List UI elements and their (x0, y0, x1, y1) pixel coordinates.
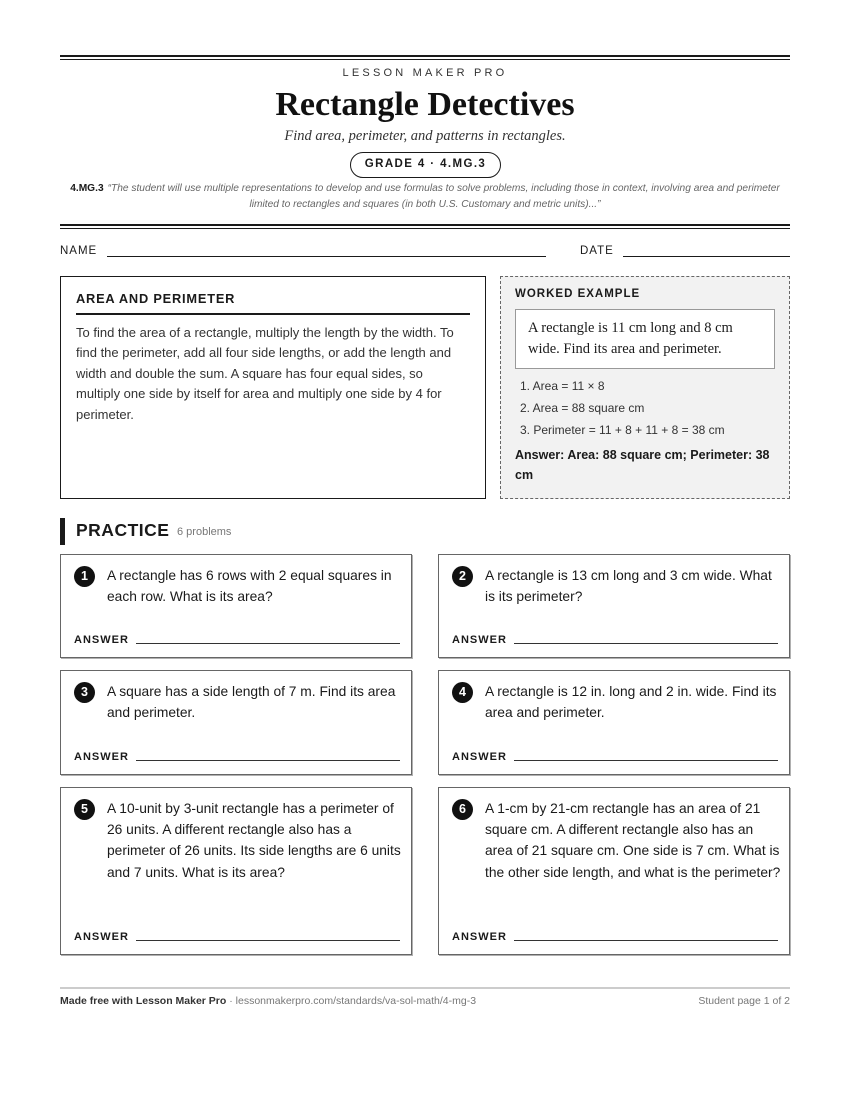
footer-made-with: Made free with Lesson Maker Pro (60, 995, 227, 1007)
worked-example-title: WORKED EXAMPLE (515, 288, 641, 300)
footer-url: · lessonmakerpro.com/standards/va-sol-math/4-mg-3 (226, 995, 477, 1007)
worked-example-problem: A rectangle is 11 cm long and 8 cm wide. Find its area and perimeter. (515, 309, 775, 369)
worksheet-title: Rectangle Detectives (275, 86, 575, 123)
date-line[interactable] (623, 256, 790, 257)
practice-accent-bar (60, 518, 65, 545)
worked-example-step: 1. Area = 11 × 8 (520, 379, 605, 393)
answer-line[interactable] (136, 940, 400, 941)
problem-number-badge: 5 (74, 799, 95, 820)
problem-text: A rectangle has 6 rows with 2 equal squares in each row. What is its area? (107, 568, 392, 605)
practice-problem-5 (60, 787, 412, 955)
problem-number-badge: 1 (74, 566, 95, 587)
worked-example-answer: Answer: Area: 88 square cm; Perimeter: 38 cm (515, 448, 770, 482)
problem-number-badge: 6 (452, 799, 473, 820)
footer-credit (60, 995, 476, 1007)
standard-code: 4.MG.3 (70, 183, 104, 194)
concept-body: To find the area of a rectangle, multiply the length by the width. To find the perimeter, add all four side lengths, or add the length and width and double the sum. A square has four equal sides, so multiply one side by itself for area and multiply one side by 4 for perimeter. (76, 325, 454, 422)
concept-title: AREA AND PERIMETER (76, 291, 470, 315)
standard-description (60, 181, 790, 213)
problem-text: A square has a side length of 7 m. Find its area and perimeter. (107, 684, 396, 721)
answer-label: ANSWER (452, 931, 507, 943)
problem-text: A 1-cm by 21-cm rectangle has an area of 21 square cm. A different rectangle also has an area of 21 square cm. One side is 7 cm. What is the other side length, and what is the perimeter? (485, 801, 781, 880)
header-bottom-double-rule (60, 224, 790, 229)
practice-problem-4 (438, 670, 790, 775)
answer-line[interactable] (136, 760, 400, 761)
brand-name: LESSON MAKER PRO (342, 67, 508, 79)
problem-text: A rectangle is 12 in. long and 2 in. wide. Find its area and perimeter. (485, 684, 777, 721)
top-double-rule (60, 55, 790, 60)
answer-label: ANSWER (74, 751, 129, 763)
practice-title: PRACTICE (76, 520, 170, 540)
date-label: DATE (580, 245, 614, 257)
problem-text: A rectangle is 13 cm long and 3 cm wide. What is its perimeter? (485, 568, 772, 605)
practice-problem-3 (60, 670, 412, 775)
standard-text: “The student will use multiple representations to develop and use formulas to solve problems, including those in context, involving area and perimeter limited to rectangles and squares (in both U.S. Customary and metric units)...” (107, 183, 780, 210)
problem-text: A 10-unit by 3-unit rectangle has a perimeter of 26 units. A different rectangle also has a perimeter of 26 units. Its side lengths are 6 units and 7 units. What is its area? (107, 801, 401, 880)
answer-line[interactable] (514, 643, 778, 644)
answer-line[interactable] (514, 940, 778, 941)
answer-label: ANSWER (74, 634, 129, 646)
answer-label: ANSWER (74, 931, 129, 943)
worksheet-subtitle: Find area, perimeter, and patterns in rectangles. (284, 128, 566, 144)
problem-number-badge: 4 (452, 682, 473, 703)
grade-badge: GRADE 4 · 4.MG.3 (350, 152, 501, 178)
worksheet-page (60, 0, 790, 1100)
worked-example-box (500, 276, 790, 499)
practice-problem-6 (438, 787, 790, 955)
name-line[interactable] (107, 256, 546, 257)
answer-line[interactable] (514, 760, 778, 761)
practice-problem-2 (438, 554, 790, 658)
worked-example-step: 2. Area = 88 square cm (520, 401, 645, 415)
name-label: NAME (60, 245, 98, 257)
answer-label: ANSWER (452, 751, 507, 763)
practice-problem-1 (60, 554, 412, 658)
footer-page-number: Student page 1 of 2 (698, 995, 790, 1007)
footer-rule (60, 987, 790, 989)
problem-number-badge: 2 (452, 566, 473, 587)
answer-line[interactable] (136, 643, 400, 644)
problem-number-badge: 3 (74, 682, 95, 703)
concept-box (60, 276, 486, 499)
answer-label: ANSWER (452, 634, 507, 646)
worked-example-steps (515, 375, 775, 441)
worked-example-step: 3. Perimeter = 11 + 8 + 11 + 8 = 38 cm (520, 423, 725, 437)
practice-count: 6 problems (177, 526, 232, 538)
